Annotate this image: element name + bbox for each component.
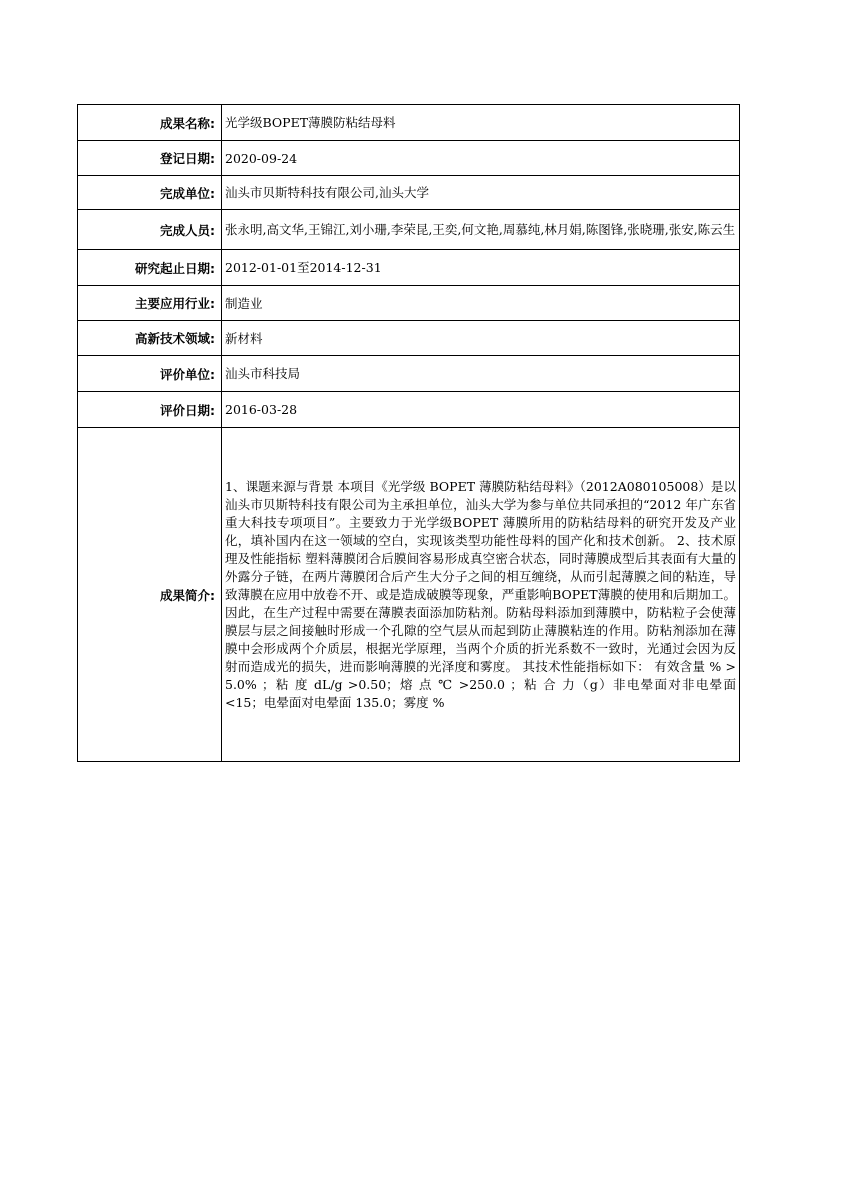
row-hightech-field <box>78 321 740 356</box>
evaluation-unit-value: 汕头市科技局 <box>222 356 740 392</box>
row-evaluation-date <box>78 392 740 428</box>
completing-personnel-label: 完成人员: <box>78 210 222 250</box>
hightech-field-label: 高新技术领域: <box>78 321 222 356</box>
row-research-period <box>78 250 740 286</box>
research-period-value: 2012-01-01至2014-12-31 <box>222 250 740 286</box>
research-period-label: 研究起止日期: <box>78 250 222 286</box>
main-industry-label: 主要应用行业: <box>78 286 222 321</box>
summary-label: 成果简介: <box>78 428 222 762</box>
evaluation-date-label: 评价日期: <box>78 392 222 428</box>
row-achievement-name <box>78 105 740 141</box>
completing-personnel-value: 张永明,高文华,王锦江,刘小珊,李荣昆,王奕,何文艳,周慕纯,林月娟,陈图锋,张晓珊,张安,陈云生 <box>222 210 740 250</box>
row-completing-unit <box>78 176 740 210</box>
row-summary <box>78 428 740 762</box>
registration-date-value: 2020-09-24 <box>222 141 740 176</box>
hightech-field-value: 新材料 <box>222 321 740 356</box>
row-main-industry <box>78 286 740 321</box>
completing-unit-value: 汕头市贝斯特科技有限公司,汕头大学 <box>222 176 740 210</box>
achievement-name-value: 光学级BOPET薄膜防粘结母料 <box>222 105 740 141</box>
achievement-table <box>77 104 740 762</box>
achievement-name-label: 成果名称: <box>78 105 222 141</box>
evaluation-date-value: 2016-03-28 <box>222 392 740 428</box>
summary-cell <box>222 428 740 762</box>
completing-unit-label: 完成单位: <box>78 176 222 210</box>
registration-date-label: 登记日期: <box>78 141 222 176</box>
row-completing-personnel <box>78 210 740 250</box>
row-registration-date <box>78 141 740 176</box>
main-industry-value: 制造业 <box>222 286 740 321</box>
evaluation-unit-label: 评价单位: <box>78 356 222 392</box>
row-evaluation-unit <box>78 356 740 392</box>
summary-text: 1、课题来源与背景 本项目《光学级 BOPET 薄膜防粘结母料》（2012A080105008）是以汕头市贝斯特科技有限公司为主承担单位，汕头大学为参与单位共同承担的“2012 年广东省重大科技专项项目”。主要致力于光学级BOPET 薄膜所用的防粘结母料的研究开发及产业化，填补国内在这一领域的空白，实现该类型功能性母料的国产化和技术创新。 2、技术原理及性能指标 塑料薄膜闭合后膜间容易形成真空密合状态，同时薄膜成型后其表面有大量的外露分子链，在两片薄膜闭合后产生大分子之间的相互缠绕，从而引起薄膜之间的粘连，导致薄膜在应用中放卷不开、或是造成破膜等现象，严重影响BOPET薄膜的使用和后期加工。因此，在生产过程中需要在薄膜表面添加防粘剂。防粘母料添加到薄膜中，防粘粒子会使薄膜层与层之间接触时形成一个孔隙的空气层从而起到防止薄膜粘连的作用。防粘剂添加在薄膜中会形成两个介质层，根据光学原理，当两个介质的折光系数不一致时，光通过会因为反射而造成光的损失，进而影响薄膜的光泽度和雾度。 其技术性能指标如下： 有效含量 % > 5.0% ；粘 度 dL/g >0.50；熔 点 ℃ >250.0 ；粘 合 力（g）非电晕面对非电晕面 <15；电晕面对电晕面 135.0；雾度 % <box>225 478 736 710</box>
